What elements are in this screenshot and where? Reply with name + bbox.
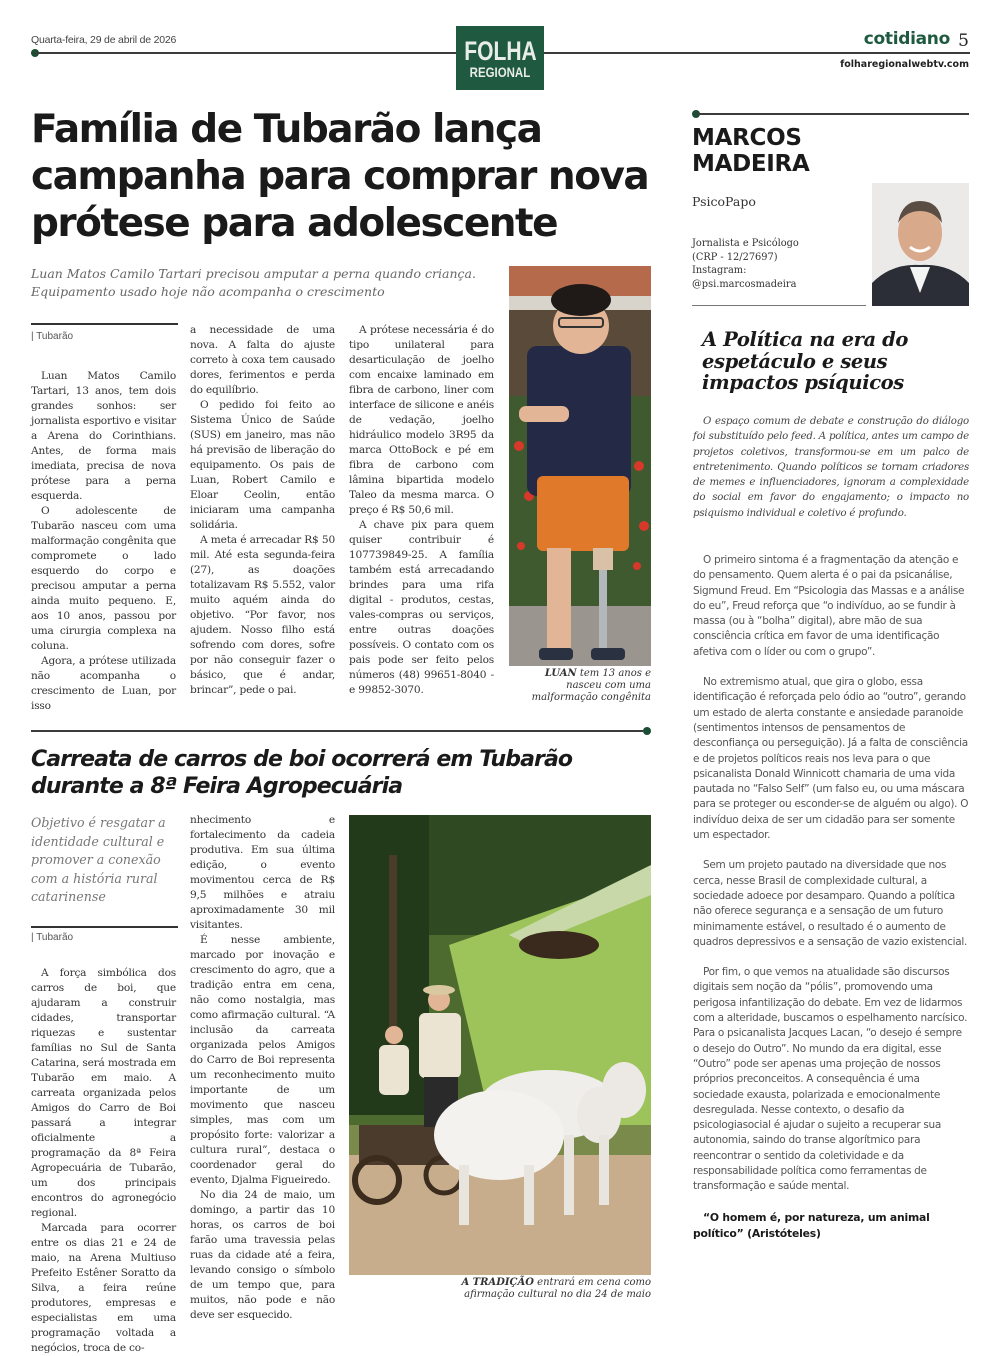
section-name: cotidiano: [863, 29, 950, 49]
bio-line: Jornalista e Psicólogo: [692, 238, 799, 249]
story2-byline-rule: [31, 926, 178, 928]
caption-text: tem 13 anos e nasceu com uma malformação congênita: [531, 668, 651, 703]
author-last-name: MADEIRA: [692, 151, 810, 177]
caption-bold: A TRADIÇÃO: [461, 1277, 534, 1288]
column-paragraph-4: Por fim, o que vemos na atualidade são discursos digitais sem noção da “pólis”, promovendo uma perigosa infantilização do debate. Em vez de lidarmos com a alteridade, buscamos o espelhamento narcísico. Para o psicanalista Jacques Lacan, “o desejo é sempre o desejo do Outro”. No mundo da era digital, esse “Outro” pode ser apenas uma projeção de nossos próprios preconceitos. A consequência é uma sociedade exausta, polarizada e emocionalmente desregulada. Nesse contexto, o desafio da psicologiasocial é ajudar o sujeito a recuperar sua autonomia, saindo do transe algorítmico para reencontrar o sentido da coletividade e da responsabilidade política como ferramentas de transformação e saúde mental.: [693, 966, 968, 1193]
column-paragraph-3: Sem um projeto pautado na diversidade que nos cerca, nesse Brasil de complexidade cultural, a sociedade adoece por desamparo. Quando a política não oferece segurança e a sensação de um futuro minimamente estável, o resultado é o aumento de quadros depressivos e a sensação de vazio existencial.: [693, 859, 967, 948]
story2-column-2: [190, 813, 335, 1321]
author-name: [692, 125, 809, 177]
bio-rule: [692, 305, 866, 306]
paragraph: O pedido foi feito ao Sistema Único de Saúde (SUS) em janeiro, mas não há previsão de liberação do equipamento. Os pais de Luan, Robert Camilo e Eloar Ceolin, então iniciaram uma campanha solidária.: [190, 399, 335, 531]
column-closing-quote: “O homem é, por natureza, um animal político” (Aristóteles): [693, 1210, 930, 1240]
story2-column-1: [31, 966, 176, 1354]
masthead-rule-left: [36, 52, 456, 54]
masthead-rule-right: [544, 52, 970, 54]
column-paragraph-2: No extremismo atual, que gira o globo, essa identificação é reforçada pelo ódio ao “outro”, gerando um estado de alerta constante e ansiedade paranoide (sentimentos intensos de pensamentos de desconfiança ou perseguição). Já a falta de consciência e de projetos políticos reais nos leva para o que psicanalista Donald Winnicott chamaria de uma vida pautada no “Falso Self” (um falso eu, ou uma máscara para se proteger ou esconder-se de alguém ou algo). O indivíduo deixa de ser um cidadão para ser somente um espectador.: [693, 676, 969, 842]
ox-cart-photo-caption: [440, 1277, 651, 1301]
folha-regional-logo[interactable]: [456, 26, 544, 90]
story2-headline: Carreata de carros de boi ocorrerá em Tubarão durante a 8ª Feira Agropecuária: [31, 747, 573, 799]
luan-photo-image: [509, 266, 651, 666]
author-first-name: MARCOS: [692, 125, 802, 151]
rule-dot: [643, 727, 651, 735]
author-photo-image: [872, 183, 969, 306]
column-title: A Política na era do espetáculo e seus impactos psíquicos: [702, 328, 908, 394]
logo-line-2: REGIONAL: [469, 63, 531, 80]
caption-bold: LUAN: [544, 668, 577, 679]
story2-deck: Objetivo é resgatar a identidade cultural e promover a conexão com a história rural catarinense: [31, 815, 166, 904]
paragraph: A prótese necessária é do tipo unilateral para desarticulação de joelho com encaixe laminado em fibra de carbono, liner com interface de silicone e anéis de vedação, joelho hidráulico modelo 3R95 da marca OttoBock e pé em fibra de carbono com lâmina bipartida modelo Taleo da mesma marca. O preço é R$ 50,6 mil.: [349, 324, 494, 516]
column-body: [693, 553, 969, 1242]
paragraph: nhecimento e fortalecimento da cadeia produtiva. Em sua última edição, o evento movimentou cerca de R$ 9,5 milhões e atraiu aproximadamente 30 mil visitantes.: [190, 814, 335, 931]
edition-date: Quarta-feira, 29 de abril de 2026: [31, 34, 177, 46]
story1-byline-rule: [31, 323, 178, 325]
bio-line: Instagram:: [692, 265, 747, 276]
story2-top-rule: [31, 730, 643, 732]
column-paragraph-1: O primeiro sintoma é a fragmentação da atenção e do pensamento. Quem alerta é o pai da psicanálise, Sigmund Freud. Em “Psicologia das Massas e a análise do eu”, Freud reforça que “o indivíduo, ao se fundir à massa (ou à “bolha” digital), abre mão de sua consciência crítica em favor de uma identificação afetiva com o líder ou com o grupo”.: [693, 554, 965, 658]
luan-photo-caption: [509, 668, 651, 704]
paragraph: Agora, a prótese utilizada não acompanha o crescimento de Luan, por isso: [31, 655, 176, 712]
paragraph: No dia 24 de maio, um domingo, a partir das 10 horas, os carros de boi farão uma travessia pelas ruas da cidade até a feira, levando consigo o símbolo de um tempo que, para muitos, não pode e não deve ser esquecido.: [190, 1189, 335, 1321]
caption-text: entrará em cena como afirmação cultural no dia 24 de maio: [464, 1277, 651, 1300]
paragraph: A força simbólica dos carros de boi, que ajudaram a construir cidades, transportar riquezas e sustentar famílias no Sul de Santa Catarina, será mostrada em Tubarão em maio. A carreata organizada pelos Amigos do Carro de Boi passará a integrar oficialmente a programação da 8ª Feira Agropecuária de Tubarão, um dos principais encontros do agronegócio regional.: [31, 967, 176, 1219]
instagram-handle[interactable]: @psi.marcosmadeira: [692, 278, 797, 290]
paragraph: a necessidade de uma nova. A falta do ajuste correto à coxa tem causado dores, ferimentos e perda do equilíbrio.: [190, 324, 335, 396]
story1-column-2: [190, 323, 335, 719]
paragraph: Luan Matos Camilo Tartari, 13 anos, tem dois grandes sonhos: ser jornalista esportivo e visitar a Arena do Corinthians. Antes, de forma mais imediata, precisa de nova prótese para a perna esquerda.: [31, 370, 176, 502]
ox-cart-photo-image: [349, 815, 651, 1275]
paragraph: A meta é arrecadar R$ 50 mil. Até esta segunda-feira (27), as doações totalizavam R$ 5.552, valor muito aquém ainda do objetivo. “Por favor, nos ajudem. Nosso filho está sofrendo com dores, sofre por não conseguir fazer o básico, que é andar, brincar”, pede o pai.: [190, 534, 335, 696]
paragraph: A chave pix para quem quiser contribuir é 107739849-25. A família também está arrecadando brindes para uma rifa digital - produtos, cestas, vales-compras ou serviços, entre outras doações possíveis. O contato com os pais pode ser feito pelos números (48) 99651-8040 - e 99852-3070.: [349, 519, 494, 696]
website-link[interactable]: folharegionalwebtv.com: [840, 59, 969, 70]
page-number: 5: [958, 31, 969, 51]
author-bio: [692, 237, 862, 291]
column-top-rule: [697, 113, 969, 115]
column-lead: [693, 414, 969, 521]
story1-column-1: [31, 369, 176, 719]
story2-location: | Tubarão: [31, 932, 74, 943]
paragraph: O adolescente de Tubarão nasceu com uma malformação congênita que compromete o lado esquerdo do corpo e precisou amputar a perna ainda muito pequeno. E, aos 10 anos, passou por uma cirurgia complexa na coluna.: [31, 505, 176, 652]
story1-deck: Luan Matos Camilo Tartari precisou amputar a perna quando criança. Equipamento usado hoje não acompanha o crescimento: [31, 266, 476, 299]
paragraph: É nesse ambiente, marcado por inovação e crescimento do agro, que a tradição entra em cena, não como nostalgia, mas como afirmação cultural. “A inclusão da carreata organizada pelos Amigos do Carro de Boi representa um reconhecimento muito importante de um movimento que nasceu simples, mas com um propósito forte: valorizar a cultura rural”, destaca o coordenador geral do evento, Djalma Figueiredo.: [190, 934, 335, 1186]
column-name: PsicoPapo: [692, 194, 756, 209]
lead-paragraph: O espaço comum de debate e construção do diálogo foi substituído pelo feed. A política, antes um campo de projetos coletivos, transformou-se em um palco de entretenimento. Quando políticos se tornam criadores de memes e influenciadores, ignoram a complexidade do social em favor do engajamento; o impacto no psiquismo individual e coletivo é profundo.: [693, 416, 969, 519]
story1-headline: Família de Tubarão lança campanha para comprar nova prótese para adolescente: [31, 107, 649, 246]
luan-photo: [509, 266, 651, 666]
story1-location: | Tubarão: [31, 331, 74, 342]
author-photo: [872, 183, 969, 306]
logo-line-1: FOLHA: [463, 35, 537, 66]
ox-cart-photo: [349, 815, 651, 1275]
bio-line: (CRP - 12/27697): [692, 251, 778, 263]
paragraph: Marcada para ocorrer entre os dias 21 e 24 de maio, na Arena Multiuso Prefeito Estêner Soratto da Silva, a feira reúne produtores, empresas e especialistas em uma programação voltada a negócios, troca de co-: [31, 1222, 176, 1354]
story1-column-3: [349, 323, 494, 719]
